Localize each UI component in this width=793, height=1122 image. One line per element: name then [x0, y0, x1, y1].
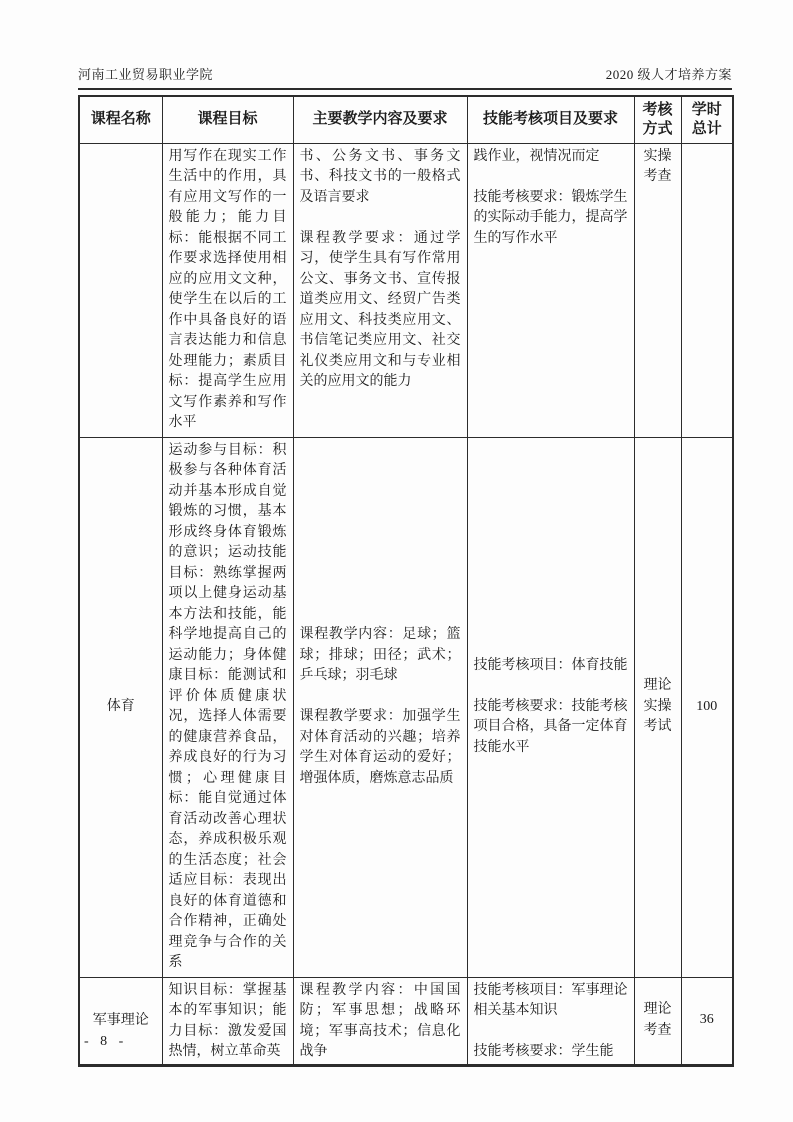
cell-teaching-content [293, 143, 467, 437]
page-header [78, 64, 732, 90]
cell-total-hours [681, 143, 733, 437]
cell-course-objectives [162, 437, 293, 977]
cell-course-objectives [162, 143, 293, 437]
column-header-content: 主要教学内容及要求 [293, 96, 467, 143]
paragraph: 技能考核要求：学生能 [473, 1044, 614, 1059]
paragraph: 课程教学内容：中国国防；军事思想；战略环境；军事高技术；信息化战争 [299, 982, 461, 1059]
column-header-course-name: 课程名称 [79, 96, 162, 143]
table-header-row [79, 96, 733, 143]
column-header-method: 考核方式 [634, 96, 681, 143]
cell-skill-assessment [467, 143, 634, 437]
paragraph: 践作业，视情况而定 [473, 148, 600, 164]
paragraph: 课程教学要求：通过学习，使学生具有写作常用公文、事务文书、宣传报道类应用文、经贸广告类应用文、科技类应用文、书信笔记类应用文、社交礼仪类应用文和与专业相关的应用文的能力 [299, 230, 461, 389]
paragraph: 技能考核要求：锻炼学生的实际动手能力，提高学生的写作水平 [473, 189, 628, 246]
cell-course-name: 体育 [79, 437, 162, 977]
header-school-name: 河南工业贸易职业学院 [78, 67, 214, 82]
cell-skill-assessment [467, 977, 634, 1065]
paragraph: 课程教学要求：加强学生对体育活动的兴趣；培养学生对体育运动的爱好；增强体质，磨炼意志品质 [299, 709, 461, 786]
paragraph: 技能考核要求：技能考核项目合格，具备一定体育技能水平 [473, 698, 628, 755]
paragraph: 运动参与目标：积极参与各种体育活动并基本形成自觉锻炼的习惯，基本形成终身体育锻炼的意识；运动技能目标：熟练掌握两项以上健身运动基本方法和技能，能科学地提高自己的运动能力；身体健康目标：能测试和评价体质健康状况，选择人体需要的健康营养食品，养成良好的行为习惯；心理健康目标：能自觉通过体育活动改善心理状态，养成积极乐观的生活态度；社会适应目标：表现出良好的体育道德和合作精神，正确处理竞争与合作的关系 [168, 442, 287, 970]
cell-course-name [79, 143, 162, 437]
column-header-objectives: 课程目标 [162, 96, 293, 143]
cell-total-hours: 100 [681, 437, 733, 977]
paragraph: 知识目标：掌握基本的军事知识；能力目标：激发爱国热情，树立革命英 [168, 982, 287, 1059]
header-doc-title: 2020 级人才培养方案 [605, 67, 732, 82]
paragraph: 技能考核项目：体育技能 [473, 657, 628, 673]
table-row-military-theory [79, 977, 733, 1065]
cell-skill-assessment [467, 437, 634, 977]
column-header-hours: 学时总计 [681, 96, 733, 143]
table-row-physical-education [79, 437, 733, 977]
cell-course-name: 军事理论 [79, 977, 162, 1065]
course-table [78, 95, 734, 1067]
table-row-applied-writing [79, 143, 733, 437]
page-number: - 8 - [84, 1034, 128, 1049]
column-header-assessment: 技能考核项目及要求 [467, 96, 634, 143]
paragraph: 技能考核项目：军事理论相关基本知识 [473, 982, 628, 1018]
cell-teaching-content [293, 437, 467, 977]
cell-assessment-method: 实操考查 [634, 143, 681, 437]
paragraph: 课程教学内容：足球；篮球；排球；田径；武术；乒乓球；羽毛球 [299, 627, 461, 683]
cell-total-hours: 36 [681, 977, 733, 1065]
cell-assessment-method: 理论考查 [634, 977, 681, 1065]
paragraph: 用写作在现实工作生活中的作用，具有应用文写作的一般能力；能力目标：能根据不同工作要求选择使用相应的应用文文种，使学生在以后的工作中具备良好的语言表达能力和信息处理能力；素质目标：提高学生应用文写作素养和写作水平 [168, 148, 287, 430]
cell-teaching-content [293, 977, 467, 1065]
cell-assessment-method: 理论实操考试 [634, 437, 681, 977]
cell-course-objectives [162, 977, 293, 1065]
paragraph: 书、公务文书、事务文书、科技文书的一般格式及语言要求 [299, 148, 461, 205]
